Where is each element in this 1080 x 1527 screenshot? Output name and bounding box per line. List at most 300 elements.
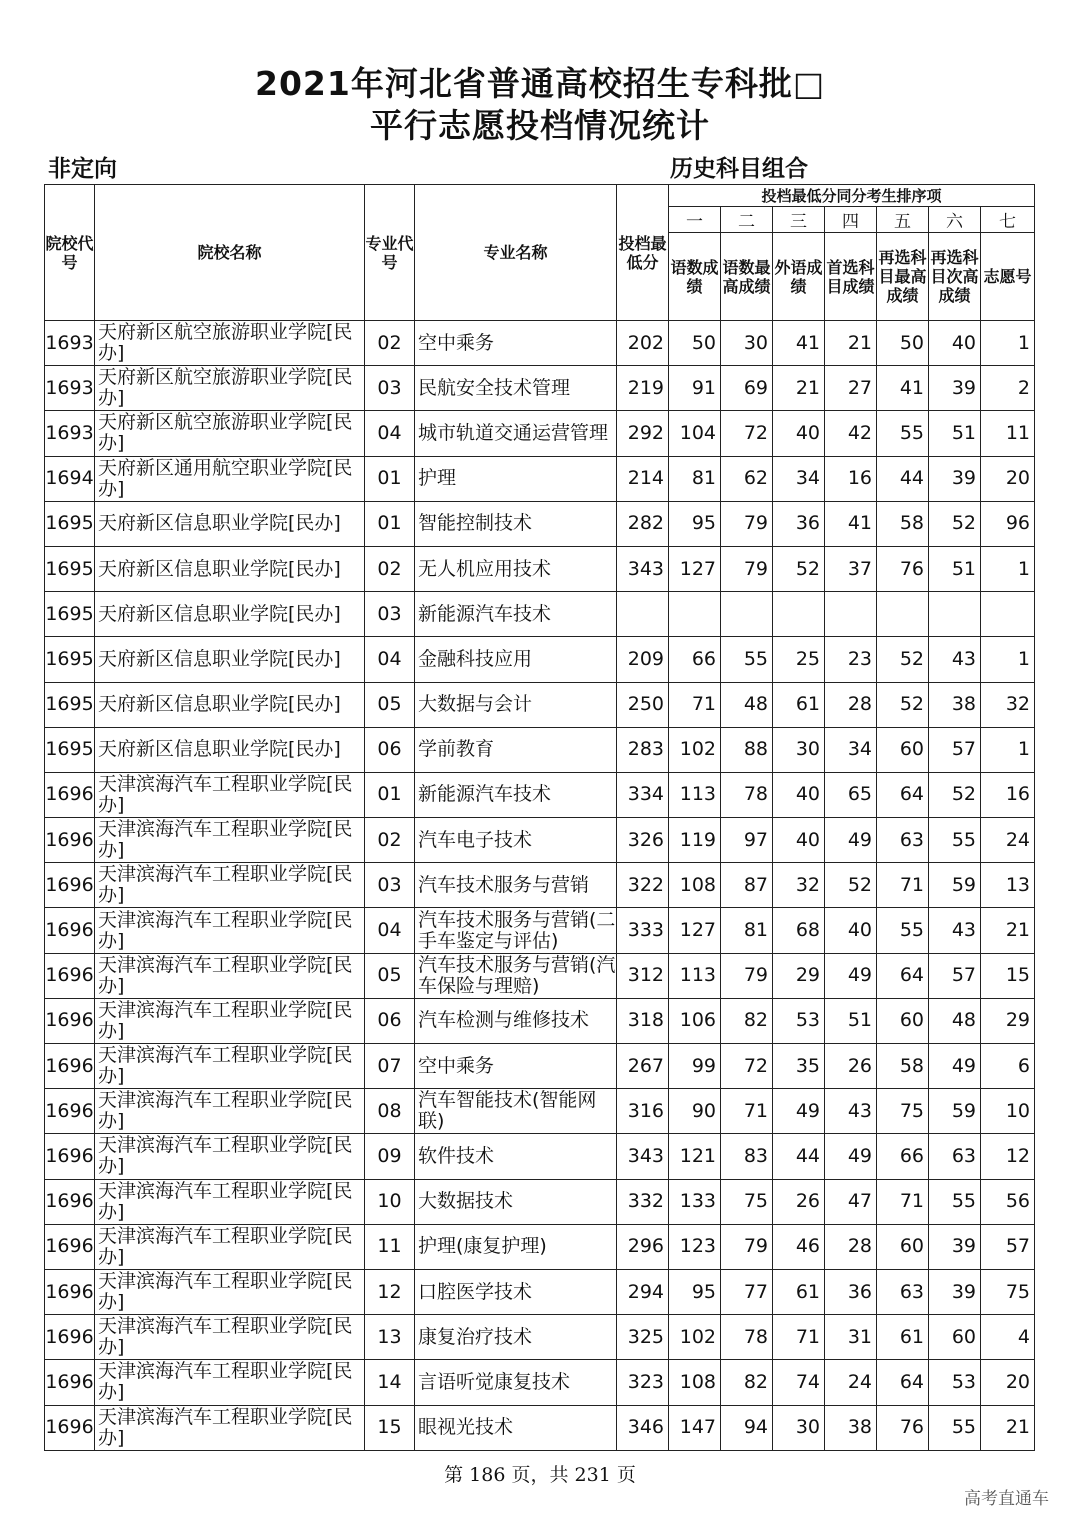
watermark: 高考直通车	[964, 1489, 1049, 1509]
primary-subject-cell: 26	[825, 1044, 877, 1089]
min-score-cell: 250	[617, 682, 669, 727]
school-name-cell: 天府新区航空旅游职业学院[民办]	[95, 411, 365, 456]
header-rank-number: 七	[981, 207, 1035, 233]
school-name-cell: 天津滨海汽车工程职业学院[民办]	[95, 1224, 365, 1269]
primary-subject-cell: 51	[825, 998, 877, 1043]
chinese-math-max-cell: 48	[721, 682, 773, 727]
elective-max-cell: 55	[877, 908, 929, 953]
chinese-math-score-cell: 102	[669, 727, 721, 772]
school-name-cell: 天津滨海汽车工程职业学院[民办]	[95, 1269, 365, 1314]
min-score-cell: 326	[617, 818, 669, 863]
primary-subject-cell: 34	[825, 727, 877, 772]
min-score-cell: 214	[617, 456, 669, 501]
elective-max-cell: 41	[877, 366, 929, 411]
major-code-cell: 03	[365, 366, 415, 411]
preference-number-cell: 16	[981, 772, 1035, 817]
school-name-cell: 天府新区信息职业学院[民办]	[95, 682, 365, 727]
school-name-cell: 天府新区通用航空职业学院[民办]	[95, 456, 365, 501]
table-row	[45, 953, 1035, 998]
elective-second-cell: 55	[929, 1405, 981, 1450]
major-code-cell: 02	[365, 321, 415, 366]
school-name-cell: 天府新区信息职业学院[民办]	[95, 546, 365, 591]
table-row	[45, 682, 1035, 727]
chinese-math-max-cell: 55	[721, 637, 773, 682]
chinese-math-score-cell: 108	[669, 1360, 721, 1405]
table-row	[45, 1315, 1035, 1360]
school-name-cell: 天津滨海汽车工程职业学院[民办]	[95, 818, 365, 863]
category-label: 非定向	[48, 156, 117, 182]
chinese-math-score-cell: 102	[669, 1315, 721, 1360]
major-name-cell: 民航安全技术管理	[415, 366, 617, 411]
school-code-cell: 1695	[45, 501, 95, 546]
major-name-cell: 大数据与会计	[415, 682, 617, 727]
foreign-language-cell	[773, 592, 825, 637]
school-name-cell: 天府新区信息职业学院[民办]	[95, 592, 365, 637]
school-code-cell: 1696	[45, 1315, 95, 1360]
school-name-cell: 天津滨海汽车工程职业学院[民办]	[95, 1360, 365, 1405]
elective-second-cell: 43	[929, 637, 981, 682]
table-row	[45, 1134, 1035, 1179]
school-code-cell: 1696	[45, 908, 95, 953]
elective-max-cell: 50	[877, 321, 929, 366]
school-name-cell: 天津滨海汽车工程职业学院[民办]	[95, 772, 365, 817]
table-row	[45, 1044, 1035, 1089]
major-name-cell: 汽车技术服务与营销(汽车保险与理赔)	[415, 953, 617, 998]
major-code-cell: 03	[365, 863, 415, 908]
chinese-math-score-cell: 91	[669, 366, 721, 411]
foreign-language-cell: 30	[773, 1405, 825, 1450]
school-code-cell: 1696	[45, 1269, 95, 1314]
header-rank-number: 二	[721, 207, 773, 233]
elective-second-cell: 59	[929, 863, 981, 908]
elective-max-cell: 76	[877, 1405, 929, 1450]
table-row	[45, 321, 1035, 366]
subject-group-label: 历史科目组合	[670, 156, 808, 182]
major-code-cell: 13	[365, 1315, 415, 1360]
table-row	[45, 772, 1035, 817]
elective-second-cell: 39	[929, 1269, 981, 1314]
table-row	[45, 1224, 1035, 1269]
preference-number-cell: 32	[981, 682, 1035, 727]
primary-subject-cell: 38	[825, 1405, 877, 1450]
major-name-cell: 护理	[415, 456, 617, 501]
major-code-cell: 07	[365, 1044, 415, 1089]
foreign-language-cell: 52	[773, 546, 825, 591]
elective-max-cell: 60	[877, 998, 929, 1043]
primary-subject-cell: 23	[825, 637, 877, 682]
school-code-cell: 1695	[45, 637, 95, 682]
min-score-cell: 292	[617, 411, 669, 456]
elective-second-cell: 53	[929, 1360, 981, 1405]
elective-second-cell: 57	[929, 727, 981, 772]
min-score-cell: 282	[617, 501, 669, 546]
table-row	[45, 411, 1035, 456]
major-name-cell: 汽车检测与维修技术	[415, 998, 617, 1043]
chinese-math-max-cell: 77	[721, 1269, 773, 1314]
major-code-cell: 04	[365, 411, 415, 456]
min-score-cell: 294	[617, 1269, 669, 1314]
major-code-cell: 03	[365, 592, 415, 637]
elective-max-cell: 60	[877, 727, 929, 772]
header-major-name: 专业名称	[415, 185, 617, 321]
preference-number-cell: 29	[981, 998, 1035, 1043]
min-score-cell: 346	[617, 1405, 669, 1450]
elective-max-cell: 63	[877, 818, 929, 863]
school-code-cell: 1696	[45, 818, 95, 863]
min-score-cell: 323	[617, 1360, 669, 1405]
foreign-language-cell: 74	[773, 1360, 825, 1405]
elective-max-cell: 52	[877, 682, 929, 727]
preference-number-cell: 1	[981, 637, 1035, 682]
elective-second-cell: 40	[929, 321, 981, 366]
chinese-math-max-cell: 82	[721, 998, 773, 1043]
primary-subject-cell: 47	[825, 1179, 877, 1224]
major-code-cell: 11	[365, 1224, 415, 1269]
foreign-language-cell: 34	[773, 456, 825, 501]
admission-table	[44, 184, 1035, 1451]
preference-number-cell: 6	[981, 1044, 1035, 1089]
chinese-math-score-cell: 104	[669, 411, 721, 456]
elective-second-cell: 60	[929, 1315, 981, 1360]
header-min-score: 投档最低分	[617, 185, 669, 321]
foreign-language-cell: 44	[773, 1134, 825, 1179]
foreign-language-cell: 32	[773, 863, 825, 908]
chinese-math-max-cell: 79	[721, 501, 773, 546]
chinese-math-score-cell: 127	[669, 546, 721, 591]
major-code-cell: 05	[365, 953, 415, 998]
header-tiebreak-group: 投档最低分同分考生排序项	[669, 185, 1035, 207]
chinese-math-max-cell: 81	[721, 908, 773, 953]
school-code-cell: 1695	[45, 592, 95, 637]
chinese-math-max-cell: 82	[721, 1360, 773, 1405]
preference-number-cell: 1	[981, 727, 1035, 772]
elective-second-cell: 38	[929, 682, 981, 727]
chinese-math-max-cell: 72	[721, 1044, 773, 1089]
elective-max-cell: 75	[877, 1089, 929, 1134]
school-code-cell: 1696	[45, 1360, 95, 1405]
min-score-cell: 333	[617, 908, 669, 953]
school-code-cell: 1695	[45, 727, 95, 772]
school-code-cell: 1695	[45, 682, 95, 727]
elective-max-cell	[877, 592, 929, 637]
chinese-math-max-cell: 79	[721, 953, 773, 998]
elective-second-cell: 55	[929, 818, 981, 863]
foreign-language-cell: 53	[773, 998, 825, 1043]
elective-second-cell: 51	[929, 411, 981, 456]
foreign-language-cell: 46	[773, 1224, 825, 1269]
major-code-cell: 04	[365, 908, 415, 953]
school-name-cell: 天津滨海汽车工程职业学院[民办]	[95, 1089, 365, 1134]
elective-second-cell: 57	[929, 953, 981, 998]
major-code-cell: 01	[365, 772, 415, 817]
table-row	[45, 998, 1035, 1043]
foreign-language-cell: 30	[773, 727, 825, 772]
min-score-cell: 283	[617, 727, 669, 772]
table-row	[45, 1360, 1035, 1405]
chinese-math-score-cell: 95	[669, 1269, 721, 1314]
header-rank-number: 四	[825, 207, 877, 233]
major-name-cell: 空中乘务	[415, 1044, 617, 1089]
preference-number-cell: 15	[981, 953, 1035, 998]
primary-subject-cell	[825, 592, 877, 637]
major-name-cell: 空中乘务	[415, 321, 617, 366]
school-name-cell: 天津滨海汽车工程职业学院[民办]	[95, 908, 365, 953]
preference-number-cell: 21	[981, 1405, 1035, 1450]
elective-second-cell: 52	[929, 501, 981, 546]
primary-subject-cell: 41	[825, 501, 877, 546]
foreign-language-cell: 40	[773, 411, 825, 456]
school-name-cell: 天府新区信息职业学院[民办]	[95, 501, 365, 546]
elective-max-cell: 66	[877, 1134, 929, 1179]
table-row	[45, 1405, 1035, 1450]
preference-number-cell: 1	[981, 321, 1035, 366]
header-rank-number: 五	[877, 207, 929, 233]
preference-number-cell: 4	[981, 1315, 1035, 1360]
elective-max-cell: 64	[877, 772, 929, 817]
header-rank-number: 一	[669, 207, 721, 233]
school-code-cell: 1695	[45, 546, 95, 591]
major-name-cell: 汽车技术服务与营销	[415, 863, 617, 908]
chinese-math-score-cell: 95	[669, 501, 721, 546]
elective-second-cell: 48	[929, 998, 981, 1043]
chinese-math-score-cell: 106	[669, 998, 721, 1043]
min-score-cell: 318	[617, 998, 669, 1043]
primary-subject-cell: 37	[825, 546, 877, 591]
elective-second-cell: 39	[929, 456, 981, 501]
foreign-language-cell: 40	[773, 818, 825, 863]
major-name-cell: 金融科技应用	[415, 637, 617, 682]
major-name-cell: 学前教育	[415, 727, 617, 772]
major-name-cell: 汽车技术服务与营销(二手车鉴定与评估)	[415, 908, 617, 953]
school-code-cell: 1693	[45, 321, 95, 366]
primary-subject-cell: 27	[825, 366, 877, 411]
table-row	[45, 1179, 1035, 1224]
school-name-cell: 天津滨海汽车工程职业学院[民办]	[95, 1134, 365, 1179]
elective-second-cell: 39	[929, 366, 981, 411]
school-name-cell: 天府新区信息职业学院[民办]	[95, 727, 365, 772]
table-row	[45, 366, 1035, 411]
school-code-cell: 1696	[45, 1044, 95, 1089]
chinese-math-score-cell: 133	[669, 1179, 721, 1224]
chinese-math-max-cell: 69	[721, 366, 773, 411]
header-rank-criterion: 首选科目成绩	[825, 233, 877, 321]
primary-subject-cell: 42	[825, 411, 877, 456]
elective-max-cell: 52	[877, 637, 929, 682]
major-code-cell: 02	[365, 546, 415, 591]
chinese-math-max-cell: 88	[721, 727, 773, 772]
chinese-math-max-cell: 71	[721, 1089, 773, 1134]
chinese-math-max-cell: 83	[721, 1134, 773, 1179]
chinese-math-score-cell: 99	[669, 1044, 721, 1089]
elective-second-cell: 63	[929, 1134, 981, 1179]
chinese-math-max-cell: 30	[721, 321, 773, 366]
foreign-language-cell: 41	[773, 321, 825, 366]
school-name-cell: 天津滨海汽车工程职业学院[民办]	[95, 863, 365, 908]
preference-number-cell: 75	[981, 1269, 1035, 1314]
school-code-cell: 1696	[45, 772, 95, 817]
chinese-math-max-cell: 62	[721, 456, 773, 501]
preference-number-cell: 24	[981, 818, 1035, 863]
major-name-cell: 口腔医学技术	[415, 1269, 617, 1314]
chinese-math-score-cell: 123	[669, 1224, 721, 1269]
elective-max-cell: 76	[877, 546, 929, 591]
header-rank-criterion: 语数成绩	[669, 233, 721, 321]
min-score-cell: 219	[617, 366, 669, 411]
min-score-cell: 202	[617, 321, 669, 366]
chinese-math-score-cell: 81	[669, 456, 721, 501]
school-name-cell: 天津滨海汽车工程职业学院[民办]	[95, 1405, 365, 1450]
table-row	[45, 546, 1035, 591]
primary-subject-cell: 31	[825, 1315, 877, 1360]
min-score-cell: 312	[617, 953, 669, 998]
elective-second-cell: 43	[929, 908, 981, 953]
primary-subject-cell: 16	[825, 456, 877, 501]
table-row	[45, 456, 1035, 501]
major-code-cell: 01	[365, 501, 415, 546]
preference-number-cell: 57	[981, 1224, 1035, 1269]
primary-subject-cell: 40	[825, 908, 877, 953]
foreign-language-cell: 40	[773, 772, 825, 817]
page-title-line-2: 平行志愿投档情况统计	[370, 106, 710, 145]
header-rank-criterion: 语数最高成绩	[721, 233, 773, 321]
major-code-cell: 09	[365, 1134, 415, 1179]
major-code-cell: 14	[365, 1360, 415, 1405]
chinese-math-max-cell: 78	[721, 1315, 773, 1360]
preference-number-cell	[981, 592, 1035, 637]
elective-max-cell: 63	[877, 1269, 929, 1314]
major-name-cell: 汽车智能技术(智能网联)	[415, 1089, 617, 1134]
primary-subject-cell: 49	[825, 1134, 877, 1179]
elective-second-cell	[929, 592, 981, 637]
major-code-cell: 12	[365, 1269, 415, 1314]
preference-number-cell: 10	[981, 1089, 1035, 1134]
major-name-cell: 护理(康复护理)	[415, 1224, 617, 1269]
preference-number-cell: 1	[981, 546, 1035, 591]
table-row	[45, 908, 1035, 953]
school-name-cell: 天津滨海汽车工程职业学院[民办]	[95, 1044, 365, 1089]
school-name-cell: 天津滨海汽车工程职业学院[民办]	[95, 1315, 365, 1360]
major-code-cell: 10	[365, 1179, 415, 1224]
elective-max-cell: 64	[877, 953, 929, 998]
table-row	[45, 1089, 1035, 1134]
primary-subject-cell: 21	[825, 321, 877, 366]
chinese-math-score-cell: 127	[669, 908, 721, 953]
elective-second-cell: 39	[929, 1224, 981, 1269]
elective-max-cell: 55	[877, 411, 929, 456]
foreign-language-cell: 35	[773, 1044, 825, 1089]
min-score-cell: 209	[617, 637, 669, 682]
header-major-code: 专业代号	[365, 185, 415, 321]
min-score-cell: 267	[617, 1044, 669, 1089]
min-score-cell: 334	[617, 772, 669, 817]
foreign-language-cell: 71	[773, 1315, 825, 1360]
primary-subject-cell: 52	[825, 863, 877, 908]
major-name-cell: 新能源汽车技术	[415, 772, 617, 817]
header-rank-number: 六	[929, 207, 981, 233]
preference-number-cell: 11	[981, 411, 1035, 456]
school-name-cell: 天津滨海汽车工程职业学院[民办]	[95, 998, 365, 1043]
preference-number-cell: 20	[981, 456, 1035, 501]
school-name-cell: 天府新区信息职业学院[民办]	[95, 637, 365, 682]
table-row	[45, 1269, 1035, 1314]
chinese-math-score-cell: 66	[669, 637, 721, 682]
school-code-cell: 1693	[45, 366, 95, 411]
foreign-language-cell: 21	[773, 366, 825, 411]
header-school-code: 院校代号	[45, 185, 95, 321]
school-name-cell: 天府新区航空旅游职业学院[民办]	[95, 366, 365, 411]
chinese-math-score-cell: 50	[669, 321, 721, 366]
elective-second-cell: 49	[929, 1044, 981, 1089]
major-name-cell: 康复治疗技术	[415, 1315, 617, 1360]
foreign-language-cell: 29	[773, 953, 825, 998]
elective-second-cell: 59	[929, 1089, 981, 1134]
elective-max-cell: 58	[877, 501, 929, 546]
major-code-cell: 01	[365, 456, 415, 501]
major-code-cell: 02	[365, 818, 415, 863]
elective-max-cell: 44	[877, 456, 929, 501]
major-name-cell: 新能源汽车技术	[415, 592, 617, 637]
chinese-math-score-cell: 121	[669, 1134, 721, 1179]
school-code-cell: 1696	[45, 998, 95, 1043]
major-name-cell: 眼视光技术	[415, 1405, 617, 1450]
header-rank-criterion: 再选科目最高成绩	[877, 233, 929, 321]
min-score-cell: 332	[617, 1179, 669, 1224]
school-name-cell: 天津滨海汽车工程职业学院[民办]	[95, 1179, 365, 1224]
chinese-math-score-cell: 113	[669, 953, 721, 998]
chinese-math-score-cell: 113	[669, 772, 721, 817]
header-rank-number: 三	[773, 207, 825, 233]
school-code-cell: 1696	[45, 863, 95, 908]
elective-max-cell: 64	[877, 1360, 929, 1405]
chinese-math-max-cell: 79	[721, 1224, 773, 1269]
major-name-cell: 汽车电子技术	[415, 818, 617, 863]
foreign-language-cell: 61	[773, 682, 825, 727]
major-code-cell: 04	[365, 637, 415, 682]
foreign-language-cell: 61	[773, 1269, 825, 1314]
major-name-cell: 城市轨道交通运营管理	[415, 411, 617, 456]
major-name-cell: 软件技术	[415, 1134, 617, 1179]
page-title-line-1: 2021年河北省普通高校招生专科批□	[254, 64, 826, 103]
header-rank-criterion: 外语成绩	[773, 233, 825, 321]
major-code-cell: 05	[365, 682, 415, 727]
elective-max-cell: 71	[877, 1179, 929, 1224]
major-name-cell: 大数据技术	[415, 1179, 617, 1224]
primary-subject-cell: 28	[825, 1224, 877, 1269]
school-code-cell: 1696	[45, 1224, 95, 1269]
min-score-cell	[617, 592, 669, 637]
min-score-cell: 343	[617, 546, 669, 591]
table-row	[45, 501, 1035, 546]
school-code-cell: 1696	[45, 953, 95, 998]
major-name-cell: 言语听觉康复技术	[415, 1360, 617, 1405]
chinese-math-max-cell: 97	[721, 818, 773, 863]
primary-subject-cell: 24	[825, 1360, 877, 1405]
min-score-cell: 343	[617, 1134, 669, 1179]
school-code-cell: 1696	[45, 1134, 95, 1179]
chinese-math-score-cell	[669, 592, 721, 637]
primary-subject-cell: 49	[825, 953, 877, 998]
foreign-language-cell: 49	[773, 1089, 825, 1134]
foreign-language-cell: 68	[773, 908, 825, 953]
table-row	[45, 863, 1035, 908]
chinese-math-score-cell: 90	[669, 1089, 721, 1134]
header-rank-criterion: 再选科目次高成绩	[929, 233, 981, 321]
preference-number-cell: 12	[981, 1134, 1035, 1179]
school-code-cell: 1696	[45, 1179, 95, 1224]
elective-max-cell: 71	[877, 863, 929, 908]
foreign-language-cell: 25	[773, 637, 825, 682]
elective-second-cell: 52	[929, 772, 981, 817]
